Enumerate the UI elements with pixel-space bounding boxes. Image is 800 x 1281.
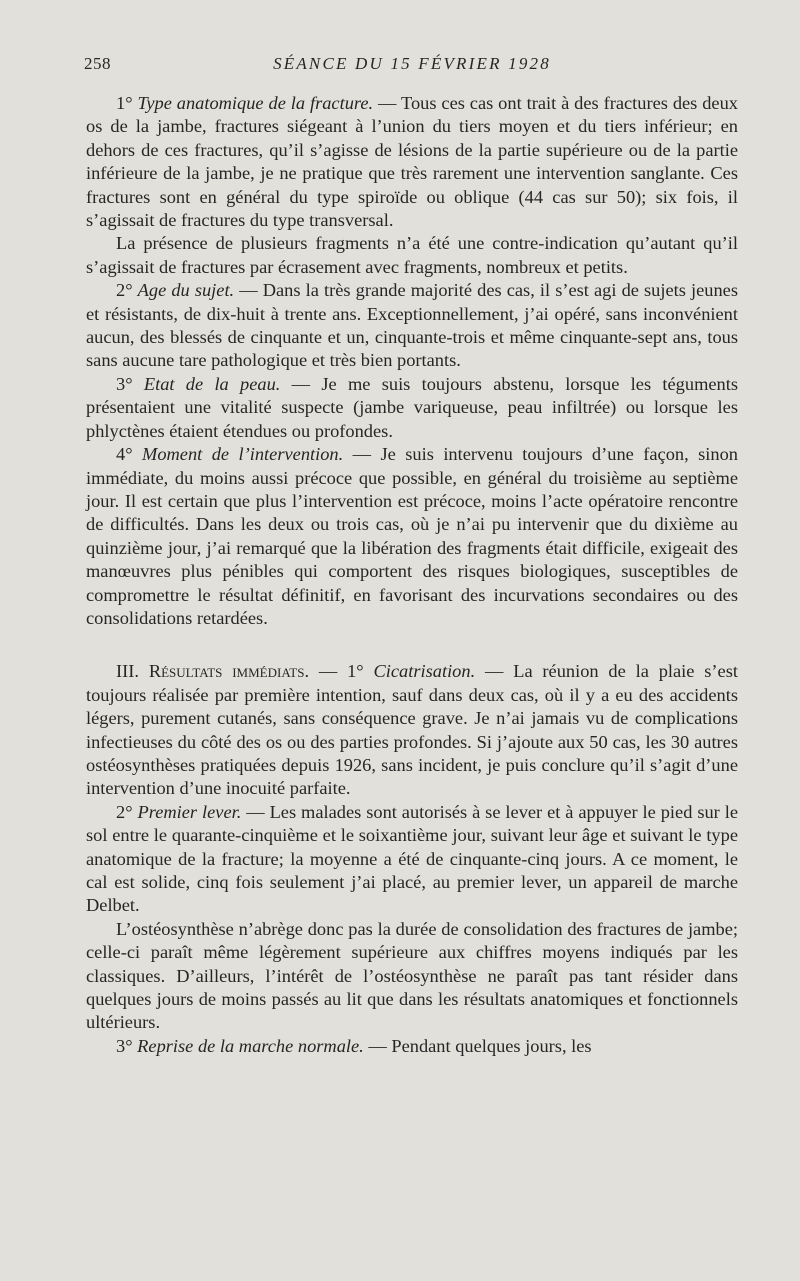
item-title: Type anatomique de la fracture. — [137, 93, 374, 113]
paragraph-text: — La réunion de la plaie s’est toujours réalisée par première intention, sauf dans deux cas, où il y a eu des accidents légers, purement cutanés, sans conséquence grave. Je n’ai jamais vu de complications infectieuses du côté des os ou des parties profondes. Si j’ajoute aux 50 cas, les 30 autres ostéosynthèses pratiquées depuis 1926, sans incident, je puis conclure qu’il s’agit d’une intervention d’une inocuité parfaite. — [86, 661, 738, 799]
item-title: Moment de l’intervention. — [142, 444, 344, 465]
paragraph-moment-intervention — [86, 443, 738, 630]
paragraph-premier-lever — [86, 801, 738, 918]
paragraph-text: La présence de plusieurs fragments n’a été une contre-indication qu’autant qu’il s’agissait de fractures par écrasement avec fragments, nombreux et petits. — [86, 233, 738, 277]
section-number: III. — [116, 661, 139, 682]
paragraph-text: — Pendant quelques jours, les — [363, 1035, 592, 1056]
paragraph-type-anatomique — [86, 92, 738, 232]
section-separator: — — [309, 661, 348, 682]
item-number: 2° — [116, 801, 133, 822]
paragraph-fragments — [86, 232, 738, 279]
paragraph-age-du-sujet — [86, 279, 738, 373]
paragraph-text: — Tous ces cas ont trait à des fractures des deux os de la jambe, fractures siégeant à l’union du tiers moyen et du tiers inférieur; en dehors de ces fractures, qu’il s’agisse de lésions de la partie supérieure ou de la partie inférieure de la jambe, je ne pratique que très rarement une intervention sanglante. Ces fractures sont en général du type spiroïde ou oblique (44 cas sur 50); six fois, il s’agissait de fractures du type transversal. — [86, 93, 738, 231]
item-title: Premier lever. — [137, 801, 242, 822]
body-text — [86, 92, 738, 1058]
page-header — [84, 54, 740, 80]
paragraph-text: — Dans la très grande majorité des cas, il s’est agi de sujets jeunes et résistants, de dix-huit à trente ans. Exceptionnellement, j’ai opéré, sans inconvénient aucun, des blessés de cinquante et un, cinquante-trois et même cinquante-sept ans, tous sans aucune tare pathologique et très bien portants. — [86, 280, 738, 371]
item-number: 3° — [116, 373, 133, 394]
page-number: 258 — [84, 54, 111, 73]
section-title: Résultats immédiats. — [148, 661, 310, 682]
paragraph-resultats-immediats — [86, 660, 738, 800]
paragraph-text: L’ostéosynthèse n’abrège donc pas la durée de consolidation des fractures de jambe; celle-ci paraît même légèrement supérieure aux chiffres moyens indiqués par les classiques. D’ailleurs, l’intérêt de l’ostéosynthèse ne paraît pas tant résider dans quelques jours de moins passés au lit que dans les résultats anatomiques et fonctionnels ultérieurs. — [86, 918, 738, 1033]
item-title: Reprise de la marche normale. — [137, 1035, 364, 1056]
paragraph-text: — Je me suis toujours abstenu, lorsque les téguments présentaient une vitalité suspecte (jambe variqueuse, peau infiltrée) ou lorsque les phlyctènes étaient étendues ou profondes. — [86, 373, 738, 441]
item-number: 2° — [116, 280, 133, 301]
item-title: Cicatrisation. — [373, 661, 476, 682]
item-number: 3° — [116, 1035, 133, 1056]
item-number: 4° — [116, 444, 133, 465]
paragraph-reprise-marche — [86, 1035, 738, 1058]
item-number: 1° — [347, 661, 364, 682]
running-head: SÉANCE DU 15 FÉVRIER 1928 — [273, 54, 551, 73]
paragraph-osteosynthese — [86, 918, 738, 1035]
paragraph-text: — Je suis intervenu toujours d’une façon, sinon immédiate, du moins aussi précoce que possible, en général du troisième au septième jour. Il est certain que plus l’intervention est précoce, moins l’acte opératoire rencontre de difficultés. Dans les deux ou trois cas, où je n’ai pu intervenir que du dixième au quinzième jour, j’ai remarqué que la libération des fragments était difficile, exigeait des manœuvres plus pénibles qui comportent des risques biologiques, susceptibles de compromettre le résultat définitif, en favorisant des incurvations secondaires ou des consolidations retardées. — [86, 444, 738, 628]
paragraph-etat-de-la-peau — [86, 373, 738, 443]
item-number: 1° — [116, 93, 133, 113]
item-title: Age du sujet. — [137, 280, 235, 301]
item-title: Etat de la peau. — [143, 373, 281, 394]
paragraph-text: — Les malades sont autorisés à se lever et à appuyer le pied sur le sol entre le quarante-cinquième et le soixantième jour, suivant leur âge et suivant le type anatomique de la fracture; la moyenne a été de cinquante-cinq jours. A ce moment, le cal est solide, cinq fois seulement j’ai placé, au premier lever, un appareil de marche Delbet. — [86, 801, 739, 916]
